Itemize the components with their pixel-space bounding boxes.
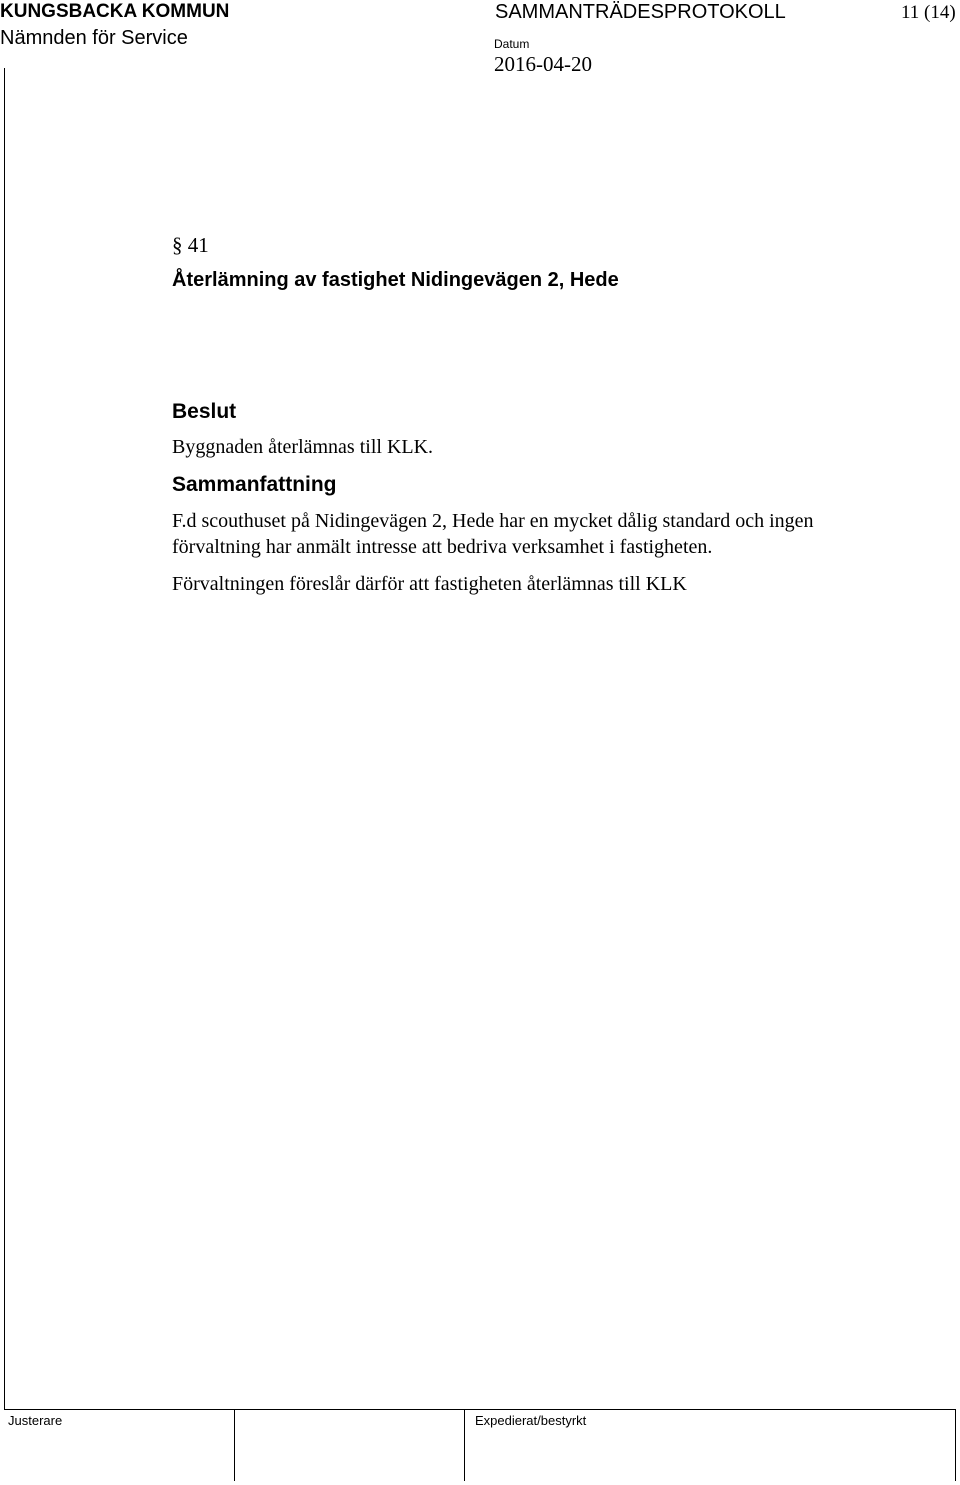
left-margin-rule	[4, 68, 5, 1410]
footer-adjuster-label: Justerare	[8, 1413, 63, 1428]
committee-name: Nämnden för Service	[0, 27, 188, 49]
summary-heading: Sammanfattning	[172, 473, 337, 496]
summary-text-line: förvaltning har anmält intresse att bedriva verksamhet i fastigheten.	[172, 536, 713, 558]
footer-dispatched-label: Expedierat/bestyrkt	[475, 1413, 587, 1428]
section-number: § 41	[172, 233, 209, 257]
footer-divider	[464, 1409, 465, 1481]
footer-divider	[955, 1409, 956, 1481]
decision-text: Byggnaden återlämnas till KLK.	[172, 436, 434, 458]
page-number: 11 (14)	[901, 2, 956, 23]
date-label: Datum	[494, 37, 530, 51]
summary-text-line: F.d scouthuset på Nidingevägen 2, Hede har en mycket dålig standard och ingen	[172, 510, 814, 532]
decision-heading: Beslut	[172, 400, 237, 423]
organization-name: KUNGSBACKA KOMMUN	[0, 1, 230, 22]
date-value: 2016-04-20	[494, 52, 592, 76]
section-title: Återlämning av fastighet Nidingevägen 2, Hede	[172, 269, 619, 291]
footer-divider	[234, 1409, 235, 1481]
document-type: SAMMANTRÄDESPROTOKOLL	[495, 1, 786, 23]
proposal-text: Förvaltningen föreslår därför att fastigheten återlämnas till KLK	[172, 573, 687, 595]
footer-rule	[4, 1409, 955, 1410]
